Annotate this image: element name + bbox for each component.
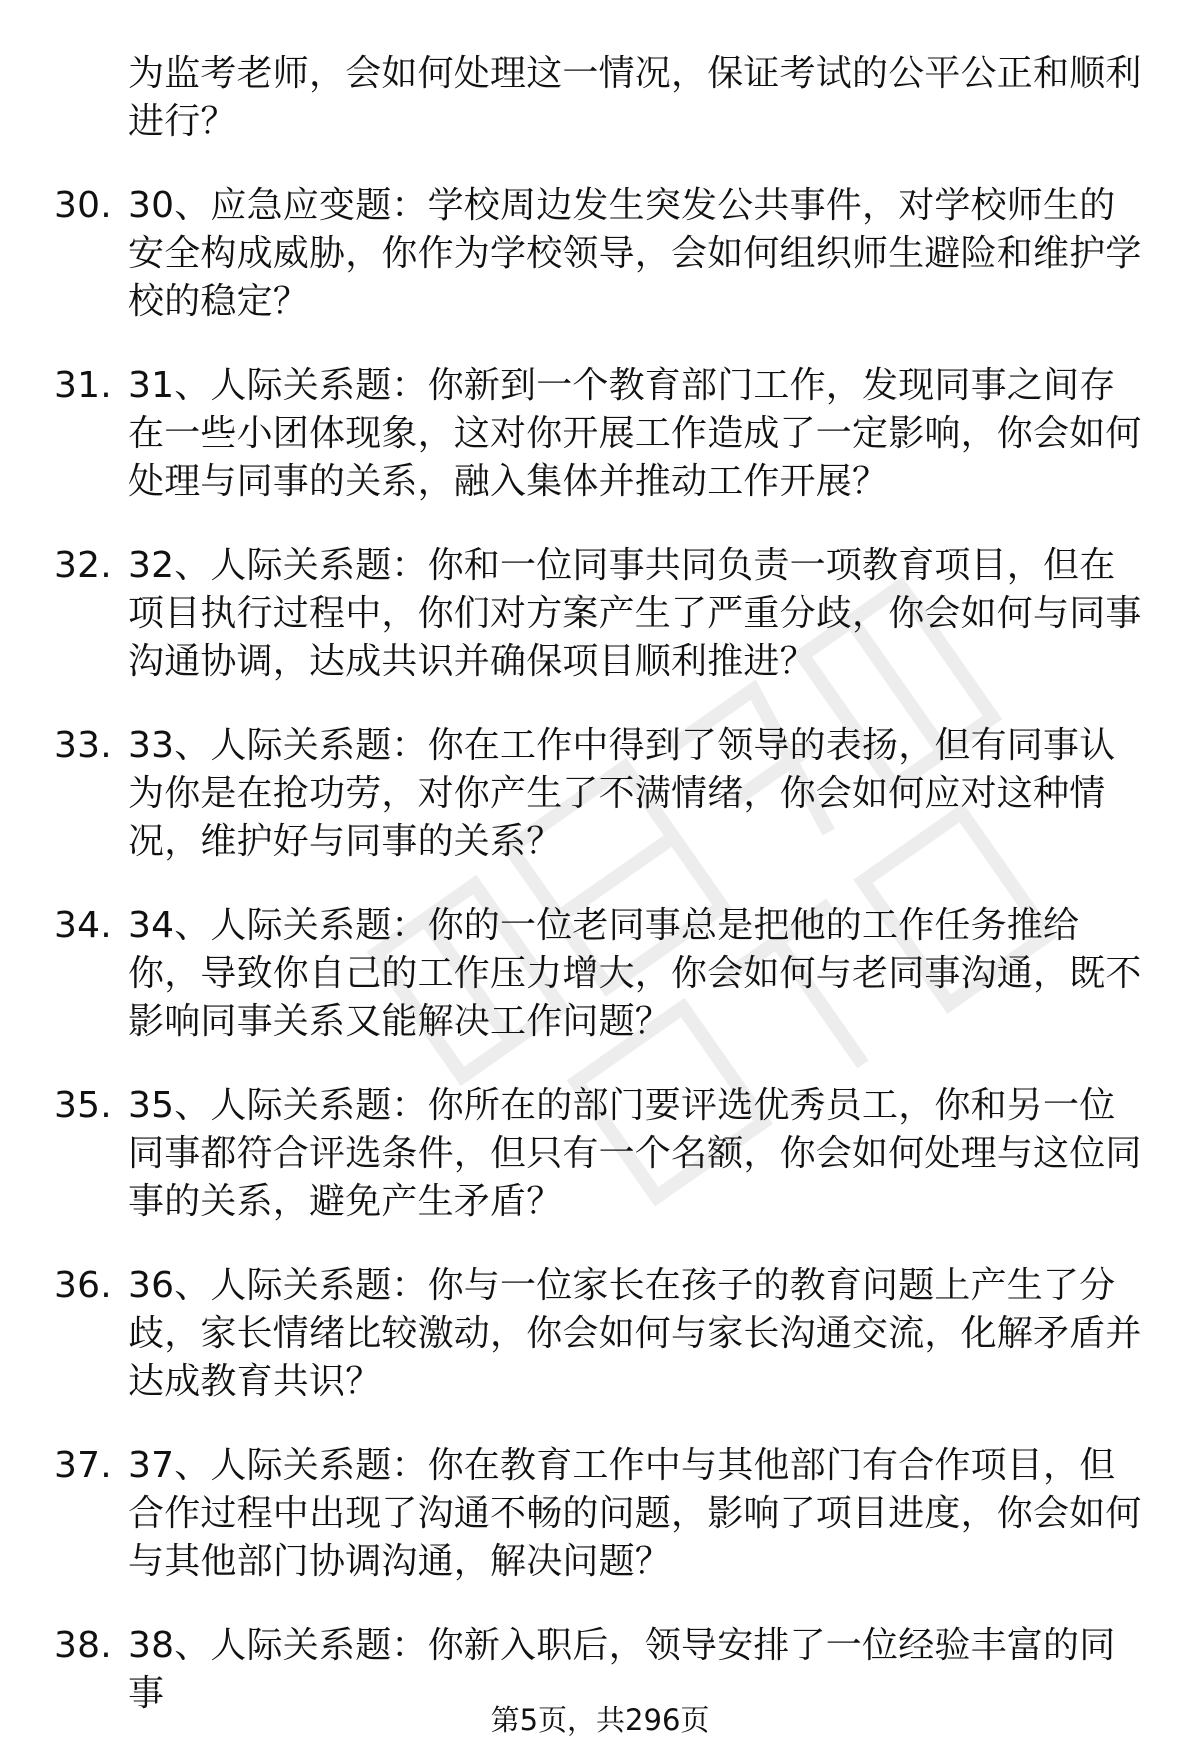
list-item-number: 32. bbox=[54, 545, 112, 586]
page-footer: 第5页，共296页 bbox=[490, 1703, 710, 1737]
list-item bbox=[0, 902, 1148, 1046]
list-item-text: 36、人际关系题：你与一位家长在孩子的教育问题上产生了分歧，家长情绪比较激动，你会如何与家长沟通交流，化解矛盾并达成教育共识？ bbox=[128, 1265, 1142, 1402]
list-item bbox=[0, 182, 1148, 326]
list-item-text: 38、人际关系题：你新入职后，领导安排了一位经验丰富的同事 bbox=[128, 1625, 1116, 1714]
list-item-number: 31. bbox=[54, 365, 112, 406]
list-item-text: 32、人际关系题：你和一位同事共同负责一项教育项目，但在项目执行过程中，你们对方案产生了严重分歧，你会如何与同事沟通协调，达成共识并确保项目顺利推进？ bbox=[128, 545, 1142, 682]
list-item-text: 35、人际关系题：你所在的部门要评选优秀员工，你和另一位同事都符合评选条件，但只有一个名额，你会如何处理与这位同事的关系，避免产生矛盾？ bbox=[128, 1085, 1142, 1222]
list-item-number: 35. bbox=[54, 1085, 112, 1126]
list-item-text: 30、应急应变题：学校周边发生突发公共事件，对学校师生的安全构成威胁，你作为学校领导，会如何组织师生避险和维护学校的稳定？ bbox=[128, 185, 1142, 322]
list-item-text: 37、人际关系题：你在教育工作中与其他部门有合作项目，但合作过程中出现了沟通不畅的问题，影响了项目进度，你会如何与其他部门协调沟通，解决问题？ bbox=[128, 1445, 1142, 1582]
list-item-text: 34、人际关系题：你的一位老同事总是把他的工作任务推给你，导致你自己的工作压力增大，你会如何与老同事沟通，既不影响同事关系又能解决工作问题？ bbox=[128, 905, 1142, 1042]
question-list bbox=[0, 182, 1200, 1718]
document-body bbox=[0, 50, 1200, 1718]
list-item-number: 38. bbox=[54, 1625, 112, 1666]
list-item-text: 31、人际关系题：你新到一个教育部门工作，发现同事之间存在一些小团体现象，这对你开展工作造成了一定影响，你会如何处理与同事的关系，融入集体并推动工作开展？ bbox=[128, 365, 1142, 502]
list-item bbox=[0, 1082, 1148, 1226]
list-item bbox=[0, 362, 1148, 506]
continuation-paragraph: 为监考老师，会如何处理这一情况，保证考试的公平公正和顺利进行？ bbox=[128, 53, 1142, 142]
list-item bbox=[0, 722, 1148, 866]
list-item-text: 33、人际关系题：你在工作中得到了领导的表扬，但有同事认为你是在抢功劳，对你产生了不满情绪，你会如何应对这种情况，维护好与同事的关系？ bbox=[128, 725, 1116, 862]
list-item-number: 37. bbox=[54, 1445, 112, 1486]
list-item-number: 34. bbox=[54, 905, 112, 946]
list-item-number: 30. bbox=[54, 185, 112, 226]
list-item bbox=[0, 542, 1148, 686]
list-item-number: 33. bbox=[54, 725, 112, 766]
list-item-number: 36. bbox=[54, 1265, 112, 1306]
list-item bbox=[0, 1442, 1148, 1586]
list-item bbox=[0, 1262, 1148, 1406]
